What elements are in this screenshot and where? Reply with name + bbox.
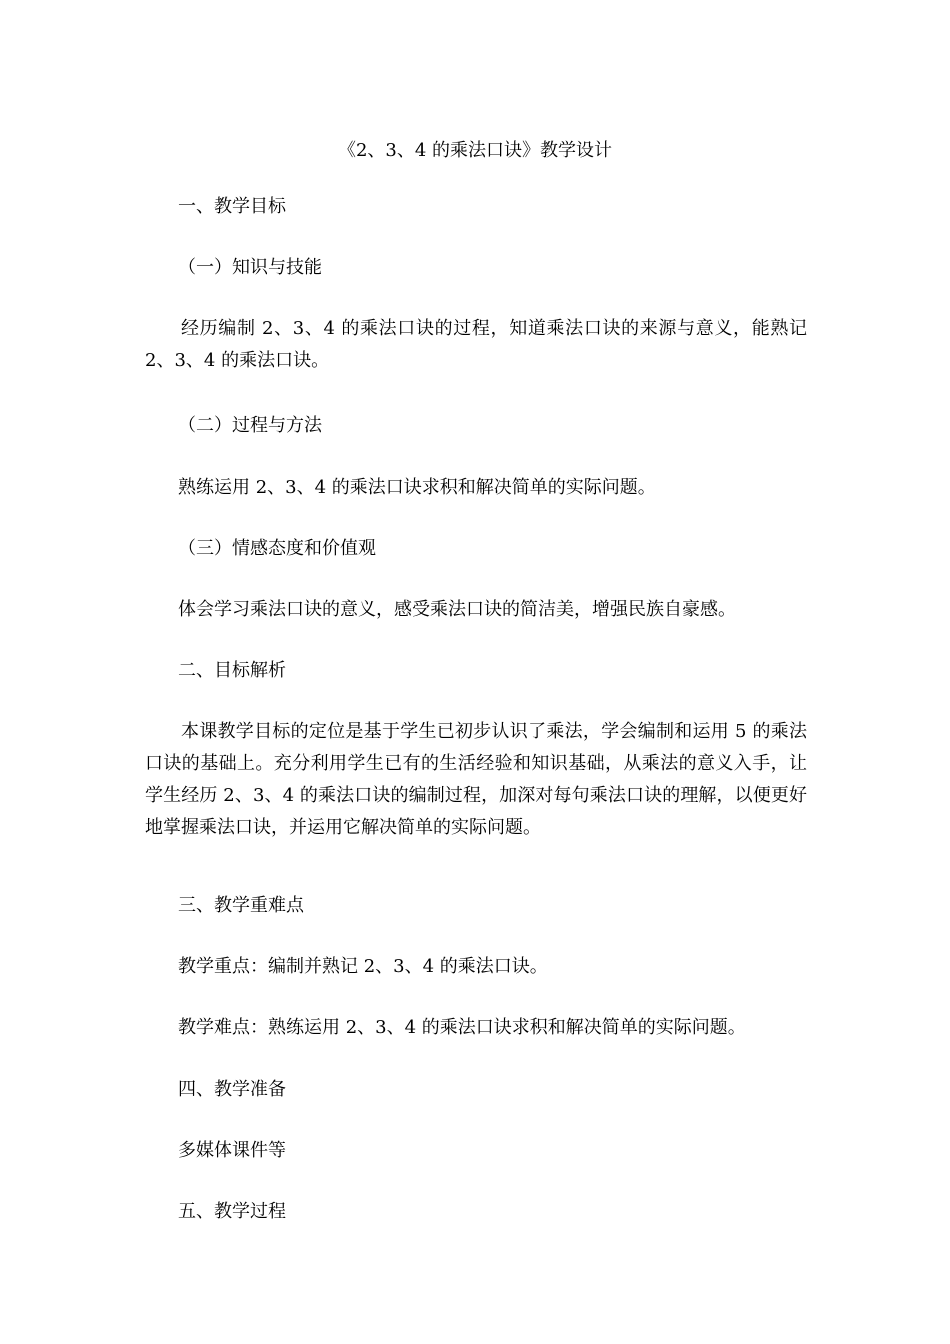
subsection-heading-process: （二）过程与方法 [178,415,322,436]
paragraph-attitude: 体会学习乘法口诀的意义，感受乘法口诀的简洁美，增强民族自豪感。 [178,599,736,620]
section-heading-analysis: 二、目标解析 [178,660,286,681]
section-heading-process: 五、教学过程 [178,1201,286,1222]
paragraph-difficult-point: 教学难点：熟练运用 2、3、4 的乘法口诀求积和解决简单的实际问题。 [178,1017,746,1038]
subsection-heading-knowledge: （一）知识与技能 [178,257,322,278]
section-heading-preparation: 四、教学准备 [178,1079,286,1100]
paragraph-knowledge: 经历编制 2、3、4 的乘法口诀的过程，知道乘法口诀的来源与意义，能熟记 2、3、4 的乘法口诀。 [145,318,807,371]
subsection-heading-attitude: （三）情感态度和价值观 [178,538,376,559]
document-title: 《2、3、4 的乘法口诀》教学设计 [337,140,613,161]
paragraph-process: 熟练运用 2、3、4 的乘法口诀求积和解决简单的实际问题。 [178,477,656,498]
section-heading-key-points: 三、教学重难点 [178,895,304,916]
paragraph-preparation: 多媒体课件等 [178,1140,286,1161]
paragraph-analysis: 本课教学目标的定位是基于学生已初步认识了乘法，学会编制和运用 5 的乘法口诀的基础上。充分利用学生已有的生活经验和知识基础，从乘法的意义入手，让学生经历 2、3、4 的乘法口诀的编制过程，加深对每句乘法口诀的理解，以便更好地掌握乘法口诀，并运用它解决简单的实际问题。 [145,721,807,838]
paragraph-key-point: 教学重点：编制并熟记 2、3、4 的乘法口诀。 [178,956,548,977]
section-heading-objectives: 一、教学目标 [178,196,286,217]
